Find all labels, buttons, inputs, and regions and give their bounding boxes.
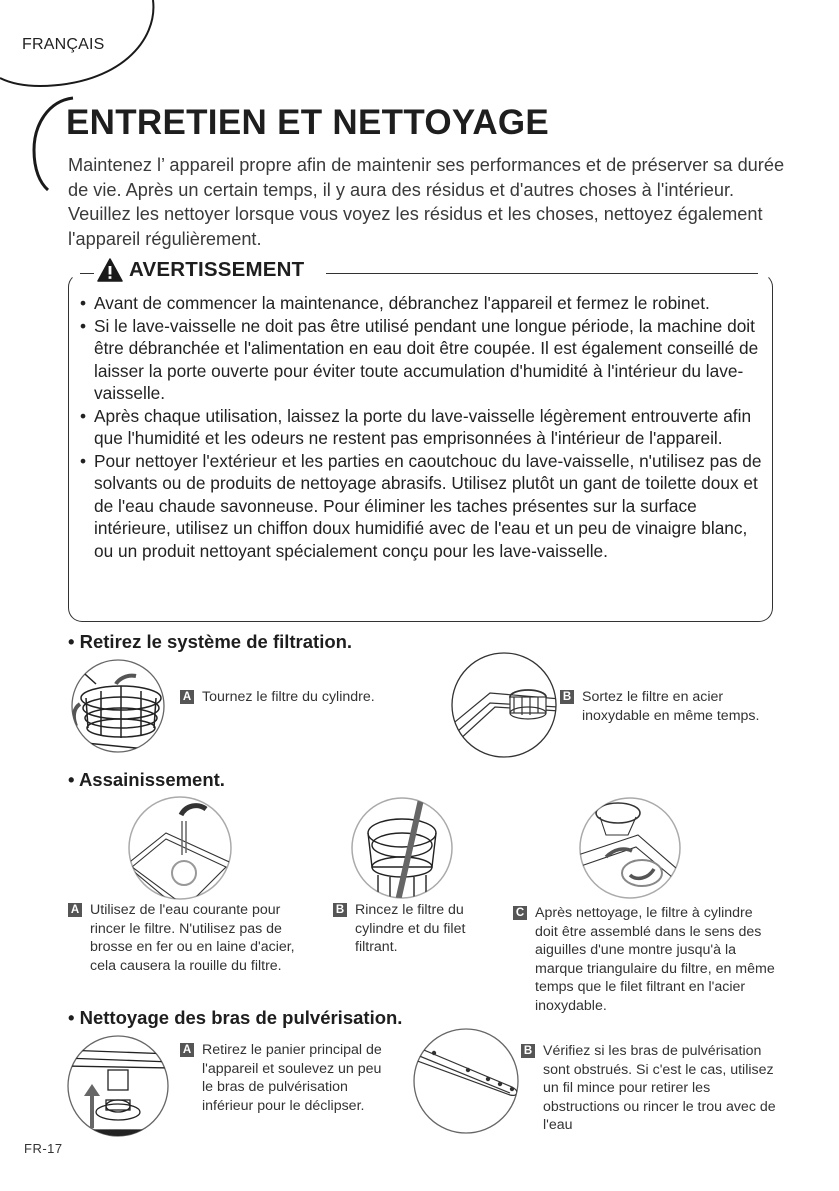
step-text: Retirez le panier principal de l'appareil et soulevez un peu le bras de pulvérisation inférieur pour le déclipser. <box>202 1042 382 1114</box>
step-2a <box>68 901 328 975</box>
step-badge: A <box>68 903 82 917</box>
step-badge: B <box>521 1044 535 1058</box>
section-heading-sanitation: • Assainissement. <box>68 769 225 791</box>
warning-triangle-icon <box>97 258 123 282</box>
rinse-cylinder-illustration <box>350 795 456 901</box>
step-badge: A <box>180 1043 194 1057</box>
warning-list <box>80 292 770 562</box>
step-1a <box>180 688 375 707</box>
reassemble-filter-illustration <box>578 795 684 901</box>
step-text: Tournez le filtre du cylindre. <box>202 689 375 705</box>
step-3a <box>180 1041 400 1115</box>
step-text: Vérifiez si les bras de pulvérisation sont obstrués. Si c'est le cas, utilisez un fil mince pour retirer les obstructions ou rincer le trou avec de l'eau <box>543 1043 776 1133</box>
warning-box-border <box>80 273 94 274</box>
step-badge: B <box>560 690 574 704</box>
step-badge: A <box>180 690 194 704</box>
step-text: Sortez le filtre en acier inoxydable en même temps. <box>582 689 760 724</box>
step-text: Utilisez de l'eau courante pour rincer le filtre. N'utilisez pas de brosse en fer ou en laine d'acier, cela causera la rouille du filtre. <box>90 902 295 974</box>
step-2c <box>513 904 783 1015</box>
filter-remove-illustration <box>450 651 560 759</box>
warning-item: • Après chaque utilisation, laissez la porte du lave-vaisselle légèrement entrouverte afin que l'humidité et les odeurs ne restent pas emprisonnées à l'intérieur de l'appareil. <box>80 405 770 450</box>
warning-title: AVERTISSEMENT <box>129 258 305 281</box>
step-text: Rincez le filtre du cylindre et du filet filtrant. <box>355 902 466 955</box>
intro-paragraph: Maintenez l’ appareil propre afin de maintenir ses performances et de préserver sa durée de vie. Après un certain temps, il y aura des résidus et d'autres choses à l'intérieur. Veuillez les nettoyer lorsque vous voyez les résidus et les choses, nettoyez également l'appareil régulièrement. <box>68 155 785 249</box>
step-text: Après nettoyage, le filtre à cylindre doit être assemblé dans le sens des aiguilles d'une montre jusqu'à la marque triangulaire du filtre, en même temps que le filet filtrant en l'acier inoxydable. <box>535 905 775 1014</box>
step-3b <box>521 1042 791 1135</box>
page-number: FR-17 <box>24 1141 63 1156</box>
spray-arm-holes-illustration <box>412 1025 522 1137</box>
step-2b <box>333 901 493 957</box>
rinse-tray-illustration <box>126 795 236 901</box>
warning-header <box>97 258 304 282</box>
step-badge: B <box>333 903 347 917</box>
page-title: ENTRETIEN ET NETTOYAGE <box>66 103 550 142</box>
warning-box-border <box>326 273 758 274</box>
section-heading-filter-removal: • Retirez le système de filtration. <box>68 631 352 653</box>
filter-rotate-illustration <box>66 656 176 756</box>
warning-item: • Pour nettoyer l'extérieur et les parties en caoutchouc du lave-vaisselle, n'utilisez pas de solvants ou de produits de nettoyage abrasifs. Utilisez plutôt un gant de toilette doux et de l'eau chaude savonneuse. Pour éliminer les taches présentes sur la surface intérieure, utilisez un chiffon doux humidifié avec de l'eau et un peu de vinaigre blanc, ou un produit nettoyant spécialement conçu pour les lave-vaisselle. <box>80 450 770 563</box>
section-heading-spray-arms: • Nettoyage des bras de pulvérisation. <box>68 1007 402 1029</box>
step-badge: C <box>513 906 527 920</box>
warning-item: • Avant de commencer la maintenance, débranchez l'appareil et fermez le robinet. <box>80 292 770 315</box>
lift-spray-arm-illustration <box>64 1032 172 1140</box>
language-label: FRANÇAIS <box>22 36 105 53</box>
step-1b <box>560 688 782 725</box>
warning-item: • Si le lave-vaisselle ne doit pas être utilisé pendant une longue période, la machine doit être débranchée et l'alimentation en eau doit être coupée. Il est également conseillé de laisser la porte ouverte pour éviter toute accumulation d'humidité à l'intérieur du lave-vaisselle. <box>80 315 770 405</box>
